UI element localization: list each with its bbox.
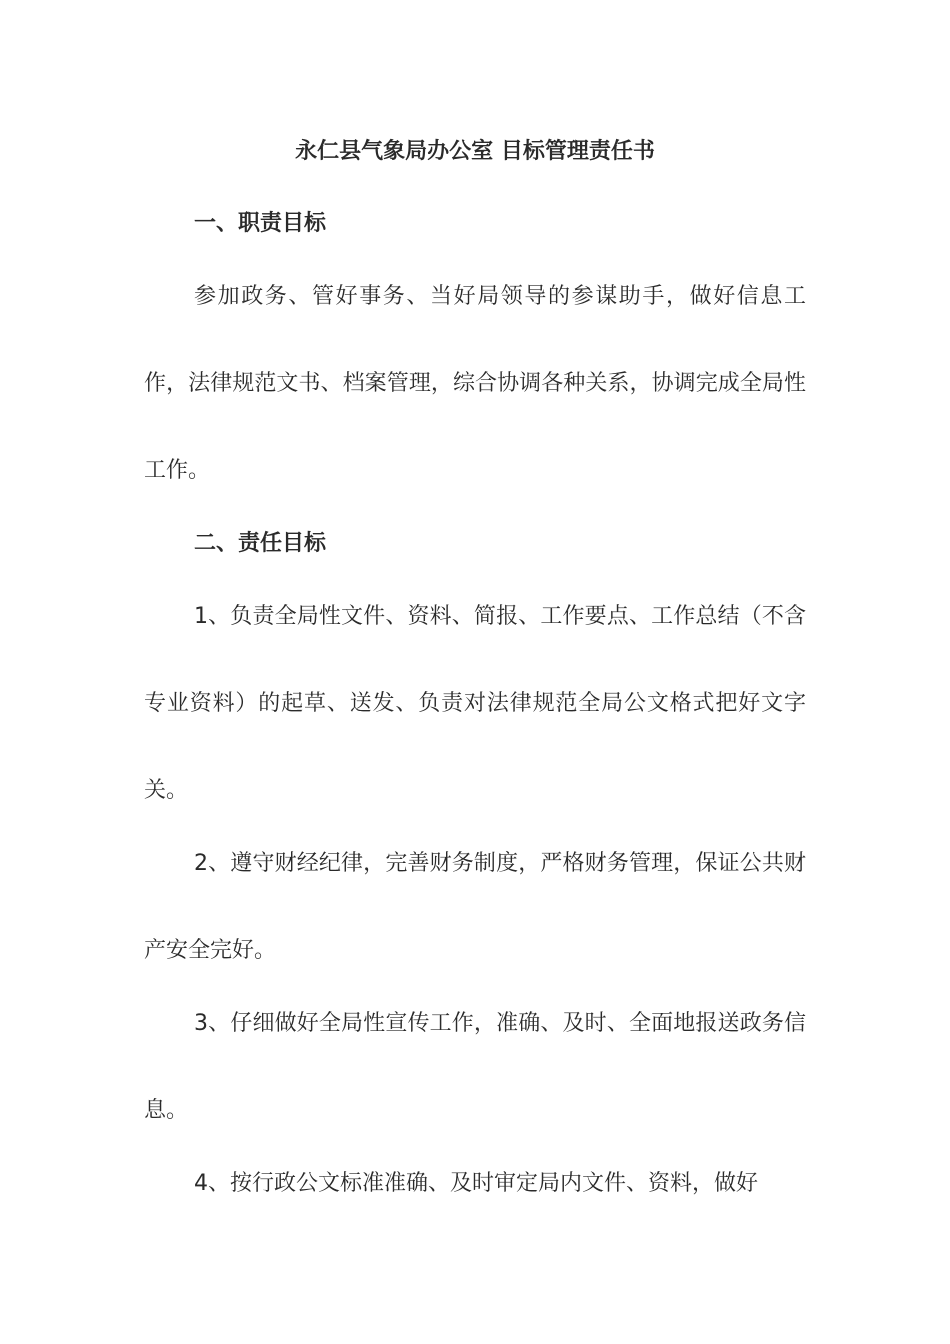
section-heading-duties: 一、职责目标 bbox=[194, 211, 327, 236]
document-title: 永仁县气象局办公室 目标管理责任书 bbox=[295, 139, 655, 164]
responsibility-item-1: 1、负责全局性文件、资料、简报、工作要点、工作总结（不含专业资料）的起草、送发、负责对法律规范全局公文格式把好文字关。 bbox=[144, 604, 806, 803]
duties-paragraph: 参加政务、管好事务、当好局领导的参谋助手，做好信息工作，法律规范文书、档案管理，综合协调各种关系，协调完成全局性工作。 bbox=[144, 284, 806, 483]
responsibility-item-3: 3、仔细做好全局性宣传工作，准确、及时、全面地报送政务信息。 bbox=[144, 1011, 806, 1123]
responsibility-item-4: 4、按行政公文标准准确、及时审定局内文件、资料，做好 bbox=[194, 1171, 758, 1196]
section-heading-responsibilities: 二、责任目标 bbox=[194, 531, 327, 556]
responsibility-item-2: 2、遵守财经纪律，完善财务制度，严格财务管理，保证公共财产安全完好。 bbox=[144, 851, 806, 963]
